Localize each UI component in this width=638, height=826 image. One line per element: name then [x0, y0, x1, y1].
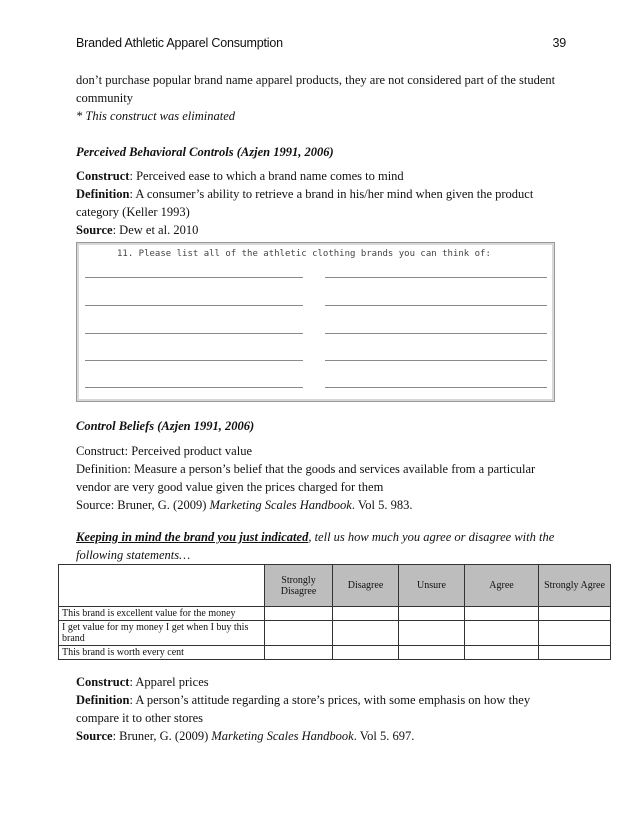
pbc-source: [76, 221, 566, 239]
row-statement: I get value for my money I get when I buy this brand: [59, 621, 265, 646]
header-blank-cell: [59, 565, 265, 607]
control-heading: Control Beliefs (Azjen 1991, 2006): [76, 419, 255, 433]
control-definition: Definition: Measure a person’s belief that the goods and services available from a particular vendor are very good value given the prices charged for them: [76, 462, 536, 494]
instruction-rest: , tell us how much you agree or disagree with the following statements…: [76, 530, 555, 562]
rating-table: [58, 564, 611, 660]
pbc-heading: Perceived Behavioral Controls (Azjen 1991, 2006): [76, 145, 334, 159]
rating-cell[interactable]: [333, 621, 399, 646]
construct-value: : Apparel prices: [129, 675, 209, 689]
running-header: [76, 36, 566, 56]
control-source: [76, 496, 566, 514]
control-construct: Construct: Perceived product value: [76, 444, 252, 458]
table-row: [59, 621, 611, 646]
blank-line[interactable]: [325, 387, 547, 388]
blank-line[interactable]: [325, 333, 547, 334]
col-strongly-agree: Strongly Agree: [539, 565, 611, 607]
eliminated-note: * This construct was eliminated: [76, 109, 236, 123]
blank-line[interactable]: [85, 333, 303, 334]
blank-line[interactable]: [85, 277, 303, 278]
col-strongly-disagree: Strongly Disagree: [265, 565, 333, 607]
rating-cell[interactable]: [465, 621, 539, 646]
construct-value: : Perceived ease to which a brand name comes to mind: [129, 169, 404, 183]
rating-cell[interactable]: [399, 621, 465, 646]
row-statement: This brand is worth every cent: [59, 646, 265, 660]
source-prefix: Source: Bruner, G. (2009): [76, 498, 210, 512]
prices-construct: [76, 673, 566, 691]
pbc-construct: [76, 167, 566, 185]
rating-cell[interactable]: [265, 621, 333, 646]
rating-cell[interactable]: [465, 646, 539, 660]
blank-line[interactable]: [85, 360, 303, 361]
source-book: Marketing Scales Handbook: [211, 729, 354, 743]
source-book: Marketing Scales Handbook: [209, 498, 352, 512]
rating-cell[interactable]: [333, 646, 399, 660]
col-unsure: Unsure: [399, 565, 465, 607]
rating-cell[interactable]: [465, 607, 539, 621]
rating-cell[interactable]: [539, 621, 611, 646]
source-value: : Dew et al. 2010: [112, 223, 199, 237]
rating-header-row: [59, 565, 611, 607]
col-agree: Agree: [465, 565, 539, 607]
row-statement: This brand is excellent value for the money: [59, 607, 265, 621]
rating-cell[interactable]: [265, 607, 333, 621]
source-label: Source: [76, 223, 113, 237]
construct-label: Construct: [76, 169, 130, 183]
rating-cell[interactable]: [539, 607, 611, 621]
pbc-definition: [76, 185, 566, 221]
page-number: 39: [552, 36, 566, 50]
source-prefix: : Bruner, G. (2009): [112, 729, 212, 743]
definition-label: Definition: [76, 187, 130, 201]
instruction-lead: Keeping in mind the brand you just indicated: [76, 530, 309, 544]
continuation-paragraph: don’t purchase popular brand name apparel products, they are not considered part of the student community: [76, 73, 556, 105]
blank-line[interactable]: [325, 360, 547, 361]
brand-list-question-box: [76, 242, 555, 402]
table-row: [59, 607, 611, 621]
prices-source: [76, 727, 566, 745]
rating-cell[interactable]: [399, 646, 465, 660]
question-text: 11. Please list all of the athletic clothing brands you can think of:: [117, 249, 491, 259]
source-suffix: . Vol 5. 983.: [351, 498, 413, 512]
running-title: Branded Athletic Apparel Consumption: [76, 36, 283, 50]
definition-label: Definition: [76, 693, 130, 707]
definition-value: : A person’s attitude regarding a store’s prices, with some emphasis on how they compare it to other stores: [76, 693, 531, 725]
prices-definition: [76, 691, 566, 727]
rating-cell[interactable]: [265, 646, 333, 660]
col-disagree: Disagree: [333, 565, 399, 607]
blank-line[interactable]: [325, 305, 547, 306]
blank-line[interactable]: [85, 305, 303, 306]
definition-value: : A consumer’s ability to retrieve a brand in his/her mind when given the product category (Keller 1993): [76, 187, 534, 219]
construct-label: Construct: [76, 675, 130, 689]
blank-line[interactable]: [325, 277, 547, 278]
rating-instruction: [76, 528, 566, 564]
rating-cell[interactable]: [333, 607, 399, 621]
rating-cell[interactable]: [399, 607, 465, 621]
rating-cell[interactable]: [539, 646, 611, 660]
source-label: Source: [76, 729, 113, 743]
source-suffix: . Vol 5. 697.: [353, 729, 415, 743]
blank-line[interactable]: [85, 387, 303, 388]
table-row: [59, 646, 611, 660]
